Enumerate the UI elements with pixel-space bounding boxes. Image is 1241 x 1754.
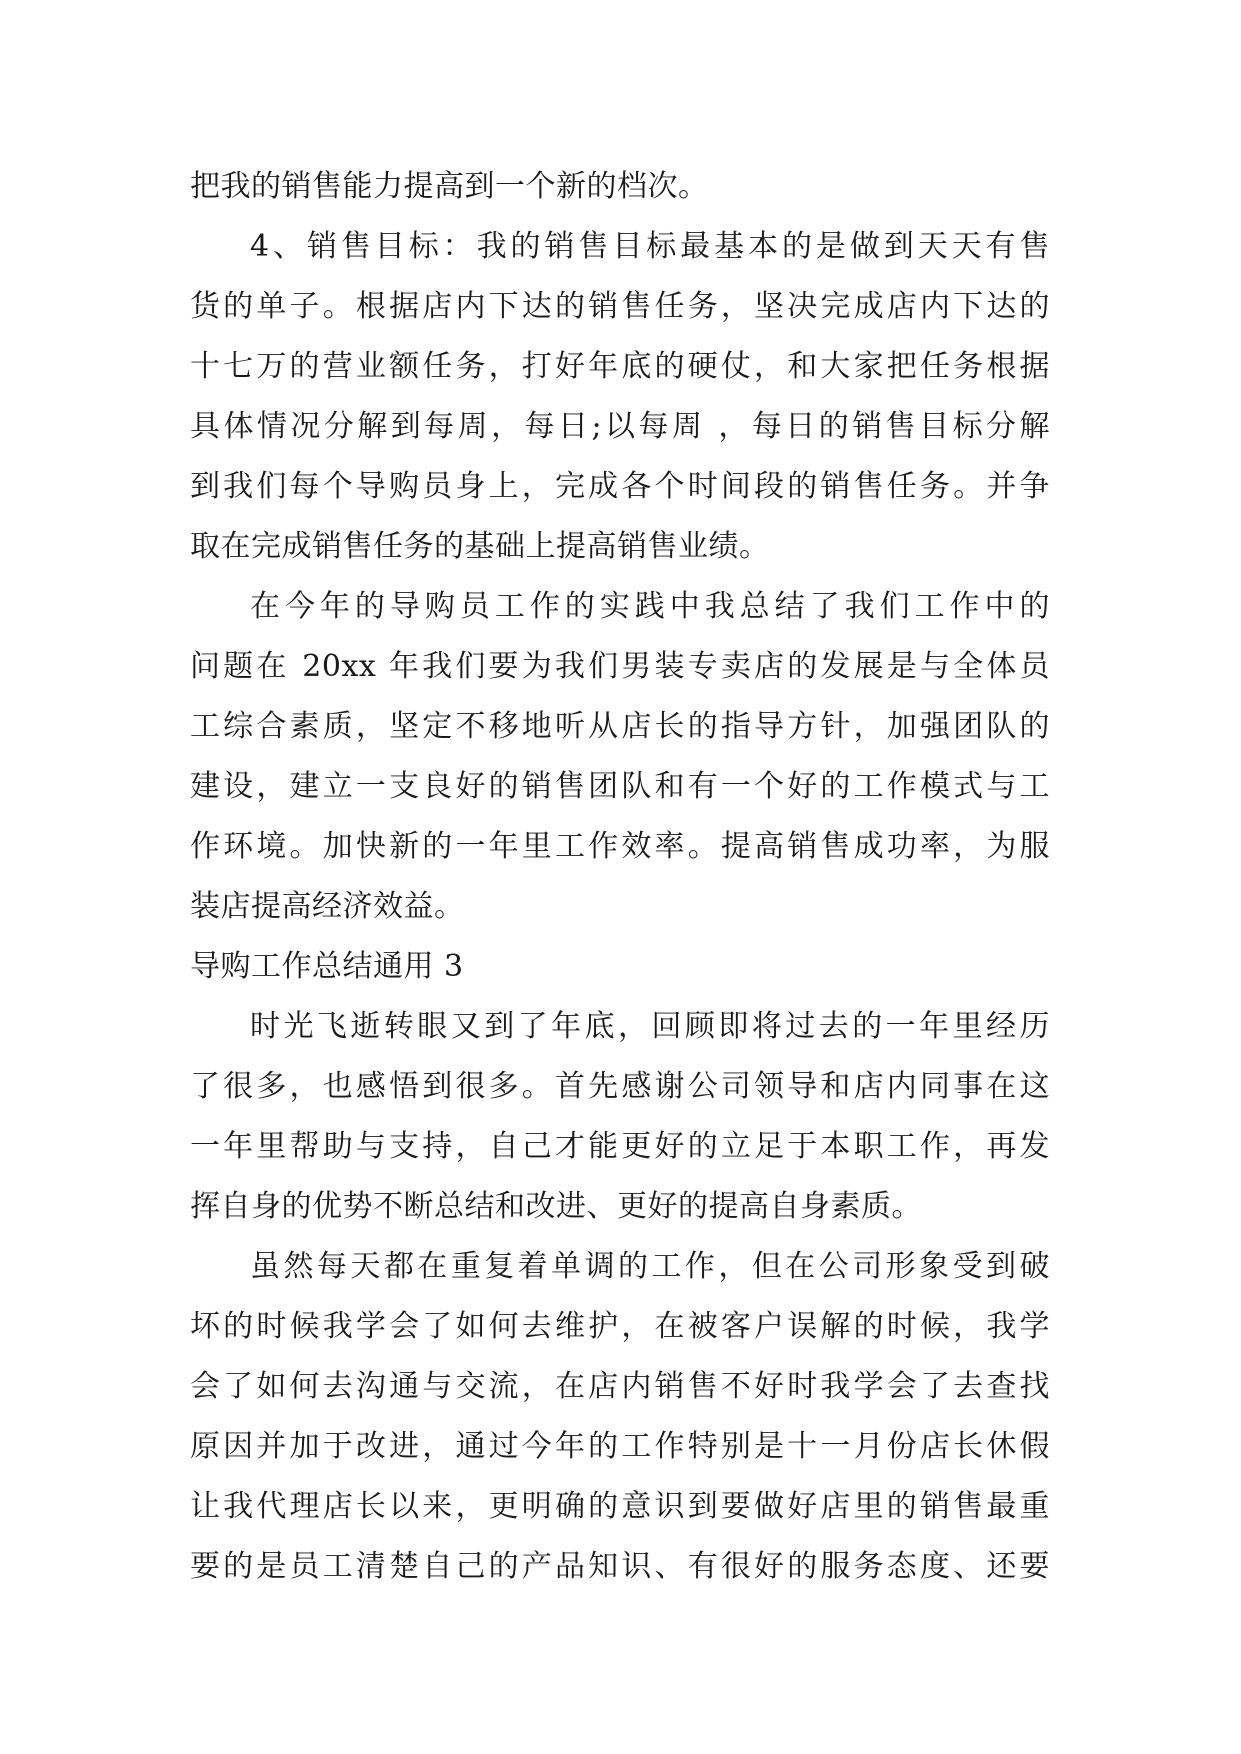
text-line: 一年里帮助与支持，自己才能更好的立足于本职工作，再发 (190, 1129, 1050, 1164)
text-line: 把我的销售能力提高到一个新的档次。 (190, 169, 709, 204)
paragraph-year-review (190, 997, 1050, 1237)
text-line: 装店提高经济效益。 (190, 889, 465, 924)
text-line: 十七万的营业额任务，打好年底的硬仗，和大家把任务根据 (190, 349, 1050, 384)
text-line: 建设，建立一支良好的销售团队和有一个好的工作模式与工 (190, 769, 1050, 804)
text-line: 工综合素质，坚定不移地听从店长的指导方针，加强团队的 (190, 709, 1050, 744)
section-heading: 导购工作总结通用 3 (190, 949, 464, 984)
text-line: 会了如何去沟通与交流，在店内销售不好时我学会了去查找 (190, 1369, 1050, 1404)
text-line: 了很多，也感悟到很多。首先感谢公司领导和店内同事在这 (190, 1069, 1050, 1104)
text-line: 问题在 20xx 年我们要为我们男装专卖店的发展是与全体员 (190, 649, 1050, 684)
paragraph-daily-work (190, 1237, 1050, 1597)
text-line: 货的单子。根据店内下达的销售任务，坚决完成店内下达的 (190, 289, 1050, 324)
text-line: 在今年的导购员工作的实践中我总结了我们工作中的 (250, 589, 1050, 624)
paragraph-summary (190, 577, 1050, 937)
text-line: 虽然每天都在重复着单调的工作，但在公司形象受到破 (250, 1249, 1050, 1284)
text-line: 作环境。加快新的一年里工作效率。提高销售成功率，为服 (190, 829, 1050, 864)
text-line: 到我们每个导购员身上，完成各个时间段的销售任务。并争 (190, 469, 1050, 504)
paragraph-sales-target (190, 217, 1050, 577)
text-line: 原因并加于改进，通过今年的工作特别是十一月份店长休假 (190, 1429, 1050, 1464)
document-page (190, 157, 1050, 1597)
text-line: 时光飞逝转眼又到了年底，回顾即将过去的一年里经历 (250, 1009, 1050, 1044)
paragraph-1 (190, 157, 1050, 217)
text-line: 让我代理店长以来，更明确的意识到要做好店里的销售最重 (190, 1489, 1050, 1524)
text-line: 挥自身的优势不断总结和改进、更好的提高自身素质。 (190, 1189, 922, 1224)
text-line: 具体情况分解到每周，每日;以每周 ，每日的销售目标分解 (190, 409, 1050, 444)
text-line: 4、销售目标：我的销售目标最基本的是做到天天有售 (250, 229, 1050, 264)
text-line: 要的是员工清楚自己的产品知识、有很好的服务态度、还要 (190, 1549, 1050, 1584)
text-line: 坏的时候我学会了如何去维护，在被客户误解的时候，我学 (190, 1309, 1050, 1344)
text-line: 取在完成销售任务的基础上提高销售业绩。 (190, 529, 770, 564)
